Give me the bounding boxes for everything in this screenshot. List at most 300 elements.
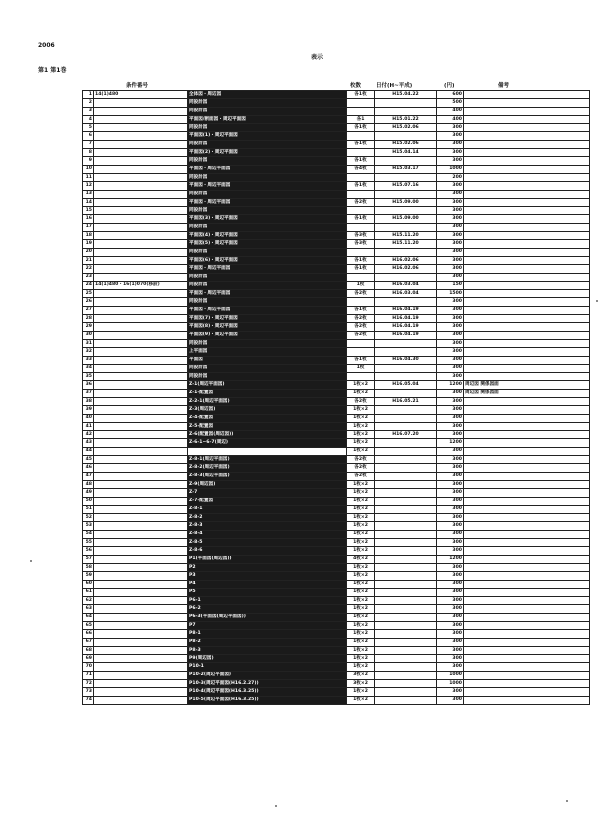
cell-no: 66 [83, 630, 94, 638]
table-row [83, 298, 590, 306]
table-row [83, 281, 590, 289]
cell-date [375, 489, 437, 497]
cell-date [375, 439, 437, 447]
cell-qty [347, 339, 375, 347]
column-header-date: 日付(H~平成) [376, 83, 413, 89]
cell-note [464, 140, 590, 148]
cell-qty: 1枚×2 [347, 613, 375, 621]
cell-date [375, 605, 437, 613]
cell-note [464, 240, 590, 248]
cell-qty: 1枚×2 [347, 630, 375, 638]
column-header-unit: (円) [444, 83, 455, 89]
cell-date [375, 348, 437, 356]
cell-date: H15.02.06 [375, 140, 437, 148]
cell-qty: 1枚×2 [347, 431, 375, 439]
table-row [83, 505, 590, 513]
cell-qty: 各2枚 [347, 198, 375, 206]
cell-note [464, 671, 590, 679]
cell-unit: 300 [437, 364, 464, 372]
cell-date: H16.02.06 [375, 256, 437, 264]
table-row [83, 539, 590, 547]
cell-unit: 300 [437, 696, 464, 704]
cell-unit: 300 [437, 198, 464, 206]
cell-qty: 1枚×2 [347, 406, 375, 414]
table-row [83, 547, 590, 555]
cell-note [464, 630, 590, 638]
cell-id [94, 613, 188, 621]
cell-name: P7 [188, 622, 347, 630]
cell-unit: 1200 [437, 555, 464, 563]
cell-note [464, 115, 590, 123]
cell-note [464, 223, 590, 231]
cell-no: 60 [83, 580, 94, 588]
cell-note [464, 331, 590, 339]
cell-id [94, 140, 188, 148]
cell-no: 39 [83, 406, 94, 414]
cell-no: 70 [83, 663, 94, 671]
cell-name: Z-8-3(周辺平面図) [188, 472, 347, 480]
cell-id [94, 605, 188, 613]
cell-qty: 各1枚 [347, 256, 375, 264]
cell-name: 平面図/断面図・周辺平面図 [188, 115, 347, 123]
cell-qty: 各2枚 [347, 290, 375, 298]
cell-name: P9(周辺図) [188, 655, 347, 663]
table-row [83, 323, 590, 331]
cell-id: 14(1)480・16(1)070(移設) [94, 281, 188, 289]
cell-qty [347, 132, 375, 140]
cell-note [464, 613, 590, 621]
cell-name: Z-8-4 [188, 530, 347, 538]
cell-name: 平面図・周辺平面図 [188, 165, 347, 173]
cell-name: 平面図・周辺平面図 [188, 182, 347, 190]
cell-unit: 300 [437, 273, 464, 281]
cell-name: Z-8-5 [188, 539, 347, 547]
table-row [83, 688, 590, 696]
cell-id [94, 655, 188, 663]
cell-qty: 各1枚 [347, 306, 375, 314]
cell-date [375, 655, 437, 663]
cell-unit: 300 [437, 489, 464, 497]
cell-no: 43 [83, 439, 94, 447]
table-row [83, 447, 590, 455]
cell-name: 平面図・周辺平面図 [188, 198, 347, 206]
cell-note [464, 638, 590, 646]
cell-note [464, 588, 590, 596]
cell-name: P10-2(周辺平面図) [188, 671, 347, 679]
table-row [83, 472, 590, 480]
cell-note [464, 256, 590, 264]
cell-unit: 300 [437, 497, 464, 505]
cell-note [464, 173, 590, 181]
cell-date [375, 539, 437, 547]
cell-id [94, 514, 188, 522]
cell-name: Z-5-配置図 [188, 422, 347, 430]
table-row [83, 348, 590, 356]
cell-note [464, 406, 590, 414]
cell-note [464, 157, 590, 165]
cell-note [464, 439, 590, 447]
cell-note [464, 190, 590, 198]
cell-unit: 300 [437, 456, 464, 464]
cell-note [464, 414, 590, 422]
cell-date [375, 514, 437, 522]
cell-name: 同設計図 [188, 298, 347, 306]
table-row [83, 597, 590, 605]
table-row [83, 306, 590, 314]
cell-id [94, 298, 188, 306]
cell-unit: 300 [437, 605, 464, 613]
cell-qty: 1枚×2 [347, 655, 375, 663]
table-row [83, 240, 590, 248]
cell-name: P1(平面図(周辺図)) [188, 555, 347, 563]
cell-qty [347, 248, 375, 256]
cell-note [464, 198, 590, 206]
cell-name: P8-2 [188, 638, 347, 646]
table-row [83, 265, 590, 273]
cell-no: 48 [83, 480, 94, 488]
table-row [83, 248, 590, 256]
cell-note [464, 680, 590, 688]
cell-note [464, 364, 590, 372]
cell-unit: 1000 [437, 680, 464, 688]
cell-name: Z-7-配置図 [188, 497, 347, 505]
cell-date [375, 547, 437, 555]
cell-date: H16.04.30 [375, 356, 437, 364]
cell-unit: 400 [437, 107, 464, 115]
table-row [83, 389, 590, 397]
cell-qty: 1枚×2 [347, 489, 375, 497]
cell-name: 平面図・周辺平面図 [188, 265, 347, 273]
cell-qty [347, 207, 375, 215]
cell-date: H15.02.06 [375, 124, 437, 132]
cell-note [464, 563, 590, 571]
cell-note [464, 547, 590, 555]
table-row [83, 91, 590, 99]
cell-id [94, 588, 188, 596]
cell-id [94, 182, 188, 190]
cell-id [94, 663, 188, 671]
table-row [83, 356, 590, 364]
cell-unit: 200 [437, 173, 464, 181]
cell-unit: 300 [437, 613, 464, 621]
cell-date: H15.04.14 [375, 149, 437, 157]
cell-note [464, 339, 590, 347]
cell-no: 15 [83, 207, 94, 215]
cell-date [375, 638, 437, 646]
cell-unit: 300 [437, 157, 464, 165]
cell-id [94, 381, 188, 389]
cell-name: 同設計図 [188, 140, 347, 148]
cell-name [188, 447, 347, 455]
cell-unit: 300 [437, 505, 464, 513]
cell-note [464, 397, 590, 405]
cell-unit: 300 [437, 240, 464, 248]
cell-id [94, 397, 188, 405]
cell-id [94, 373, 188, 381]
cell-qty: 1枚×2 [347, 522, 375, 530]
cell-no: 42 [83, 431, 94, 439]
cell-qty: 各1枚 [347, 356, 375, 364]
cell-note [464, 505, 590, 513]
cell-qty: 1枚×2 [347, 422, 375, 430]
cell-no: 74 [83, 696, 94, 704]
cell-no: 33 [83, 356, 94, 364]
cell-id [94, 315, 188, 323]
cell-name: Z-8-2 [188, 514, 347, 522]
cell-no: 9 [83, 157, 94, 165]
table-row [83, 622, 590, 630]
cell-date [375, 622, 437, 630]
cell-qty: 1枚×2 [347, 597, 375, 605]
cell-name: P8-3 [188, 646, 347, 654]
cell-note [464, 622, 590, 630]
cell-no: 32 [83, 348, 94, 356]
cell-name: Z-7 [188, 489, 347, 497]
cell-name: 平面図 [188, 356, 347, 364]
cell-id [94, 115, 188, 123]
table-row [83, 124, 590, 132]
cell-qty: 各2枚 [347, 315, 375, 323]
cell-note [464, 688, 590, 696]
cell-date [375, 190, 437, 198]
cell-qty: 1枚×2 [347, 622, 375, 630]
cell-id [94, 414, 188, 422]
cell-note [464, 232, 590, 240]
cell-unit: 300 [437, 480, 464, 488]
cell-id [94, 547, 188, 555]
cell-qty [347, 149, 375, 157]
table-row [83, 464, 590, 472]
table-row [83, 671, 590, 679]
cell-name: 同設計図 [188, 281, 347, 289]
cell-date [375, 406, 437, 414]
cell-no: 13 [83, 190, 94, 198]
cell-id [94, 597, 188, 605]
table-row [83, 456, 590, 464]
cell-unit: 300 [437, 182, 464, 190]
cell-id [94, 223, 188, 231]
table-row [83, 497, 590, 505]
cell-unit: 300 [437, 223, 464, 231]
cell-date [375, 414, 437, 422]
cell-unit: 300 [437, 406, 464, 414]
cell-unit: 500 [437, 99, 464, 107]
cell-name: P6-1 [188, 597, 347, 605]
cell-qty: 1枚×2 [347, 447, 375, 455]
cell-date [375, 273, 437, 281]
cell-name: Z-6(配置図(周辺図)) [188, 431, 347, 439]
cell-unit: 300 [437, 140, 464, 148]
table-body [83, 91, 590, 705]
table-row [83, 522, 590, 530]
cell-qty: 4枚×2 [347, 555, 375, 563]
cell-name: Z-8-1 [188, 505, 347, 513]
cell-name: Z-8-1(周辺平面図) [188, 456, 347, 464]
cell-qty: 1枚×2 [347, 646, 375, 654]
cell-note [464, 522, 590, 530]
cell-id [94, 99, 188, 107]
table-row [83, 555, 590, 563]
cell-unit: 300 [437, 124, 464, 132]
cell-unit: 300 [437, 597, 464, 605]
cell-date: H16.05.04 [375, 381, 437, 389]
volume-label: 第1 第1巻 [38, 67, 67, 74]
cell-name: 平面図・周辺平面図 [188, 290, 347, 298]
cell-name: P3 [188, 572, 347, 580]
cell-name: 同設計図 [188, 273, 347, 281]
cell-note [464, 281, 590, 289]
cell-no: 67 [83, 638, 94, 646]
cell-qty: 各2枚 [347, 397, 375, 405]
table-row [83, 605, 590, 613]
cell-note [464, 149, 590, 157]
table-row [83, 514, 590, 522]
cell-note [464, 132, 590, 140]
cell-id [94, 431, 188, 439]
cell-no: 25 [83, 290, 94, 298]
table-row [83, 696, 590, 704]
cell-no: 64 [83, 613, 94, 621]
cell-no: 17 [83, 223, 94, 231]
cell-qty: 各1枚 [347, 157, 375, 165]
cell-note [464, 298, 590, 306]
cell-qty: 各4枚 [347, 165, 375, 173]
cell-date [375, 339, 437, 347]
cell-no: 27 [83, 306, 94, 314]
cell-note [464, 580, 590, 588]
cell-qty [347, 348, 375, 356]
table-row [83, 646, 590, 654]
cell-id [94, 696, 188, 704]
cell-no: 6 [83, 132, 94, 140]
table-row [83, 630, 590, 638]
table-row [83, 663, 590, 671]
cell-no: 63 [83, 605, 94, 613]
cell-date [375, 480, 437, 488]
cell-note [464, 356, 590, 364]
cell-note [464, 373, 590, 381]
cell-no: 16 [83, 215, 94, 223]
cell-qty: 各2枚 [347, 456, 375, 464]
cell-id [94, 173, 188, 181]
cell-no: 45 [83, 456, 94, 464]
cell-note [464, 646, 590, 654]
cell-unit: 300 [437, 348, 464, 356]
cell-no: 59 [83, 572, 94, 580]
cell-date [375, 630, 437, 638]
cell-note [464, 124, 590, 132]
cell-qty: 1枚×2 [347, 580, 375, 588]
cell-unit: 1200 [437, 439, 464, 447]
cell-id [94, 331, 188, 339]
cell-unit: 300 [437, 630, 464, 638]
cell-id [94, 680, 188, 688]
cell-no: 12 [83, 182, 94, 190]
table-row [83, 381, 590, 389]
cell-note [464, 91, 590, 99]
cell-no: 68 [83, 646, 94, 654]
cell-no: 21 [83, 256, 94, 264]
cell-note [464, 422, 590, 430]
table-row [83, 173, 590, 181]
cell-name: P2 [188, 563, 347, 571]
cell-name: Z-8-6 [188, 547, 347, 555]
cell-date [375, 132, 437, 140]
table-row [83, 364, 590, 372]
cell-id [94, 489, 188, 497]
table-row [83, 315, 590, 323]
cell-name: 同設計図 [188, 124, 347, 132]
cell-no: 23 [83, 273, 94, 281]
table-row [83, 140, 590, 148]
document-title: 表示 [311, 54, 324, 61]
cell-id [94, 555, 188, 563]
cell-no: 4 [83, 115, 94, 123]
cell-unit: 300 [437, 190, 464, 198]
cell-note: 周辺図 関係図面 [464, 381, 590, 389]
cell-no: 71 [83, 671, 94, 679]
cell-no: 26 [83, 298, 94, 306]
table-row [83, 588, 590, 596]
cell-qty: 1枚×2 [347, 572, 375, 580]
table-row [83, 439, 590, 447]
cell-no: 58 [83, 563, 94, 571]
cell-id [94, 215, 188, 223]
cell-no: 38 [83, 397, 94, 405]
table-row [83, 489, 590, 497]
cell-id [94, 149, 188, 157]
cell-unit: 300 [437, 339, 464, 347]
cell-id [94, 472, 188, 480]
document-table [82, 90, 590, 705]
cell-qty: 1枚×2 [347, 605, 375, 613]
cell-unit: 300 [437, 331, 464, 339]
cell-id [94, 530, 188, 538]
table-row [83, 422, 590, 430]
table-row [83, 655, 590, 663]
cell-unit: 300 [437, 389, 464, 397]
cell-name: 同設計図 [188, 173, 347, 181]
cell-id [94, 356, 188, 364]
cell-name: 同設計図 [188, 157, 347, 165]
cell-unit: 600 [437, 91, 464, 99]
cell-date: H15.03.17 [375, 165, 437, 173]
speck [596, 300, 598, 302]
cell-date: H15.07.16 [375, 182, 437, 190]
cell-qty: 1枚×2 [347, 514, 375, 522]
cell-no: 54 [83, 530, 94, 538]
cell-note [464, 182, 590, 190]
cell-date [375, 447, 437, 455]
cell-name: 同設計図 [188, 248, 347, 256]
cell-id [94, 539, 188, 547]
cell-date: H15.01.22 [375, 115, 437, 123]
cell-no: 35 [83, 373, 94, 381]
cell-name: Z-8-3 [188, 522, 347, 530]
cell-id [94, 240, 188, 248]
cell-qty: 3枚×2 [347, 671, 375, 679]
cell-date: H15.04.22 [375, 91, 437, 99]
cell-qty: 各3枚 [347, 240, 375, 248]
cell-unit: 300 [437, 547, 464, 555]
cell-note [464, 655, 590, 663]
cell-date [375, 580, 437, 588]
cell-date [375, 663, 437, 671]
cell-note [464, 99, 590, 107]
cell-id [94, 124, 188, 132]
cell-id [94, 190, 188, 198]
cell-id [94, 522, 188, 530]
